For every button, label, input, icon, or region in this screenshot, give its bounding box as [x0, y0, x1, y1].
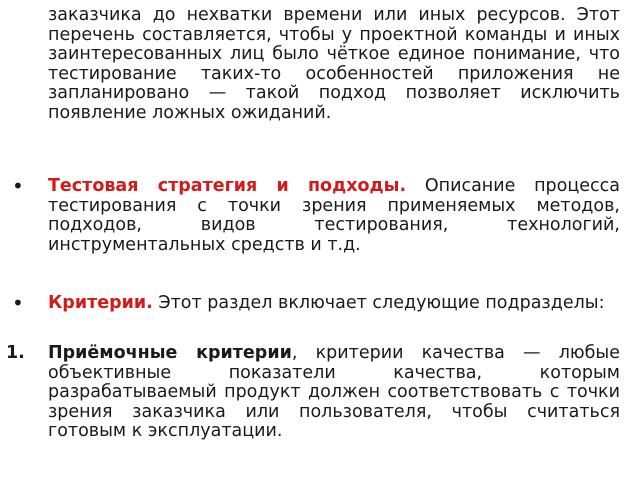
bullet-item-criteria [48, 294, 620, 314]
bullet-text-criteria: Этот раздел включает следующие подразделы: [152, 293, 605, 313]
continuation-paragraph [48, 6, 620, 123]
bullet-item-strategy [48, 177, 620, 255]
numbered-term-acceptance: Приёмочные критерии [48, 343, 292, 363]
numbered-text-acceptance: , критерии качества — любые объективные показатели качества, которым разрабатываемый продукт должен соответствовать с точки зрения заказчика или пользователя, чтобы считаться готовым к эксплуатации. [48, 343, 620, 441]
bullet-text-strategy: Описание процесса тестирования с точки зрения применяемых методов, подходов, видов тестирования, технологий, инструментальных средств и т.д. [48, 176, 620, 255]
numbered-marker: 1. [6, 343, 25, 363]
bullet-term-criteria: Критерии. [48, 293, 153, 313]
numbered-item-acceptance [48, 344, 620, 442]
bullet-term-strategy: Тестовая стратегия и подходы. [48, 176, 407, 196]
continuation-text: заказчика до нехватки времени или иных ресурсов. Этот перечень составляется, чтобы у проектной команды и иных заинтересованных лиц было чёткое единое понимание, что тестирование таких-то особенностей приложения не запланировано — такой подход позволяет исключить появление ложных ожиданий. [48, 5, 620, 123]
bullet-icon: • [12, 174, 24, 198]
bullet-icon: • [12, 291, 24, 315]
